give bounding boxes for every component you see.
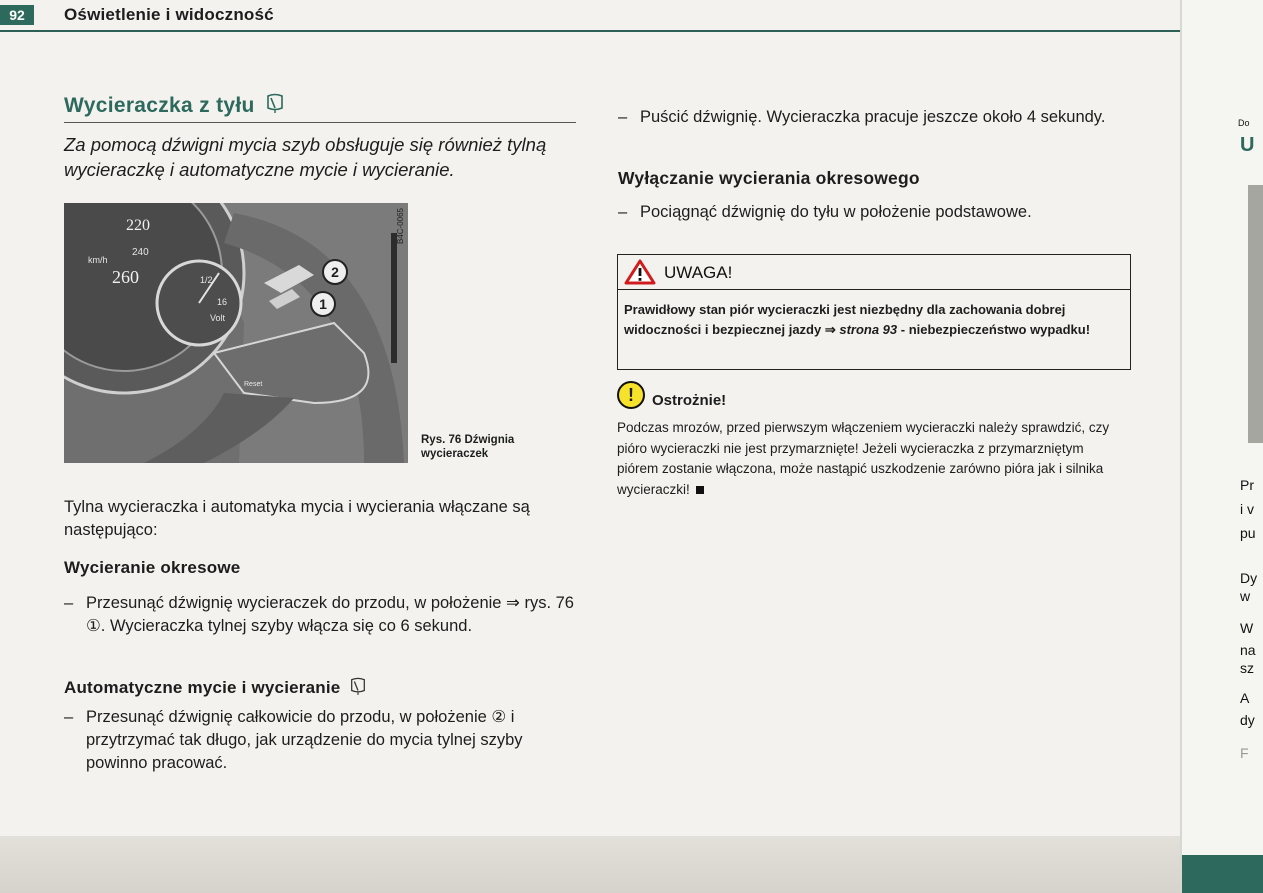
rs-text-2: Pr xyxy=(1240,477,1254,493)
heading-automatyczne-mycie-text: Automatyczne mycie i wycieranie xyxy=(64,678,341,697)
bullet-okresowe xyxy=(64,592,586,638)
adjacent-page-footer-bar xyxy=(1182,855,1263,893)
bullet-automatyczne-text: Przesunąć dźwignię całkowicie do przodu, w położenie ② i przytrzymać tak długo, jak urządzenie do mycia tylnej szyby powinno pracować. xyxy=(86,708,523,772)
warning-title: UWAGA! xyxy=(664,263,733,282)
figure-code: B4C-0065 xyxy=(396,208,405,245)
warning-text-part2: - niebezpieczeństwo wypadku! xyxy=(897,322,1091,337)
section-title xyxy=(64,92,285,118)
rs-text-12: F xyxy=(1240,745,1249,761)
gauge-half: 1/2 xyxy=(200,275,213,285)
bullet-automatyczne xyxy=(64,706,586,775)
page-footer-band xyxy=(0,836,1180,893)
rs-text-10: A xyxy=(1240,690,1250,706)
warning-triangle-icon xyxy=(624,259,656,285)
bullet-wylaczanie xyxy=(618,201,1150,224)
rear-wiper-icon xyxy=(349,676,367,696)
position-marker-2: 2 xyxy=(322,259,348,285)
rs-text-5: Dy xyxy=(1240,570,1258,586)
section-rule xyxy=(64,122,576,123)
dashboard-illustration xyxy=(64,203,408,463)
bullet-dash: – xyxy=(64,594,74,612)
rs-text-1: U xyxy=(1240,134,1255,156)
rs-text-7: W xyxy=(1240,620,1254,636)
rs-text-11: dy xyxy=(1240,712,1255,728)
adjacent-page-fragment xyxy=(1180,0,1263,893)
wiper-lever-figure xyxy=(64,203,408,463)
rs-text-8: na xyxy=(1240,642,1256,658)
figure-caption: Rys. 76 Dźwignia wycieraczek xyxy=(421,434,515,460)
speedo-unit: km/h xyxy=(88,255,108,265)
rs-text-6: w xyxy=(1240,588,1251,604)
bullet-dash: – xyxy=(64,708,74,726)
lever-reset-label: Reset xyxy=(244,381,263,388)
rs-text-4: pu xyxy=(1240,525,1256,541)
adjacent-page-image xyxy=(1248,185,1263,443)
heading-wylaczanie: Wyłączanie wycierania okresowego xyxy=(618,168,920,188)
rear-wiper-icon xyxy=(265,92,285,114)
bullet-okresowe-text: Przesunąć dźwignię wycieraczek do przodu, w położenie ⇒ rys. 76 ①. Wycieraczka tylnej szyby włącza się co 6 sekund. xyxy=(86,594,574,635)
section-title-text: Wycieraczka z tyłu xyxy=(64,94,255,117)
warning-text-part1: Prawidłowy stan piór wycieraczki jest niezbędny dla zachowania dobrej widoczności i bezpiecznej jazdy ⇒ xyxy=(624,302,1066,337)
rs-text-0: Do xyxy=(1238,118,1250,128)
caution-text xyxy=(617,418,1117,500)
intro-paragraph: Tylna wycieraczka i automatyka mycia i wycierania włączane są następująco: xyxy=(64,498,530,539)
bullet-puscic xyxy=(618,106,1140,129)
rs-text-3: i v xyxy=(1240,501,1254,517)
bullet-dash: – xyxy=(618,203,628,221)
caution-title: Ostrożnie! xyxy=(652,392,727,409)
heading-wycieranie-okresowe: Wycieranie okresowe xyxy=(64,558,241,577)
speedo-240: 240 xyxy=(132,247,149,258)
warning-text xyxy=(618,290,1130,340)
caution-circle-icon: ! xyxy=(617,381,645,409)
warning-header xyxy=(618,255,1130,290)
rs-text-9: sz xyxy=(1240,660,1254,676)
warning-box xyxy=(617,254,1131,370)
chapter-title: Oświetlenie i widoczność xyxy=(64,5,274,24)
page-number: 92 xyxy=(0,5,34,25)
bullet-puscic-text: Puścić dźwignię. Wycieraczka pracuje jeszcze około 4 sekundy. xyxy=(640,108,1106,126)
gauge-16: 16 xyxy=(217,297,228,307)
page-header xyxy=(0,0,1180,32)
speedo-260: 260 xyxy=(112,267,139,287)
gauge-volt: Volt xyxy=(210,313,226,323)
warning-page-link[interactable]: strona 93 xyxy=(839,322,898,337)
position-marker-1: 1 xyxy=(310,291,336,317)
heading-automatyczne-mycie xyxy=(64,676,367,698)
caution-text-body: Podczas mrozów, przed pierwszym włączeniem wycieraczki należy sprawdzić, czy pióro wycieraczki nie jest przymarznięte! Jeżeli wycieraczka z przymarzniętym piórem zostanie włączona, może nastąpić uszkodzenie zarówno pióra jak i silnika wycieraczki! xyxy=(617,420,1110,497)
bullet-dash: – xyxy=(618,108,628,126)
section-lead: Za pomocą dźwigni mycia szyb obsługuje się również tylną wycieraczkę i automatyczne mycie i wycieranie. xyxy=(64,134,547,180)
end-of-section-marker xyxy=(696,486,704,494)
speedo-220: 220 xyxy=(126,217,150,234)
bullet-wylaczanie-text: Pociągnąć dźwignię do tyłu w położenie podstawowe. xyxy=(640,203,1032,221)
